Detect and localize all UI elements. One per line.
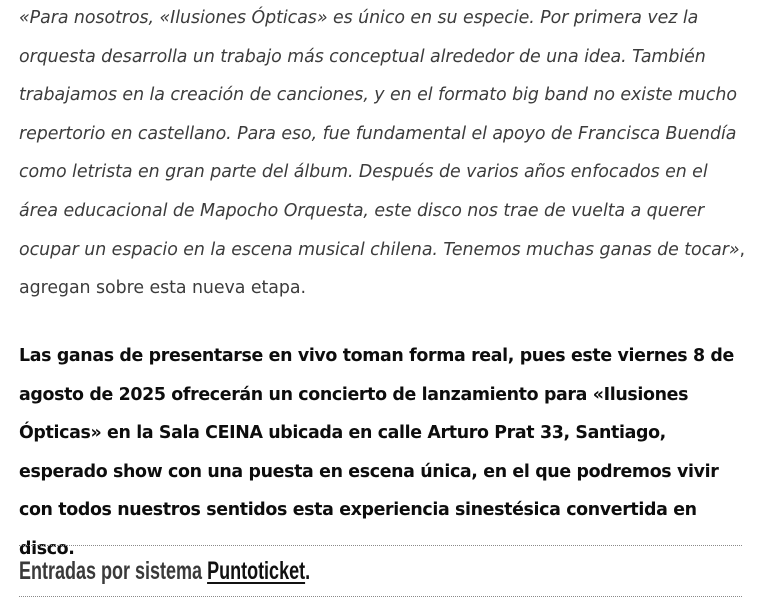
section-divider-bottom (19, 596, 742, 597)
section-divider-top (19, 545, 742, 546)
event-paragraph: Las ganas de presentarse en vivo toman forma real, pues este viernes 8 de agosto de 2025 ofrecerán un concierto de lanzamiento para «Ilusiones Ópticas» en la Sala CEINA ubicada en calle Arturo Prat 33, Santiago, esperado show con una puesta en escena única, en el que podremos vivir con todos nuestros sentidos esta experiencia sinestésica convertida en disco. (19, 346, 734, 559)
puntoticket-link[interactable]: Puntoticket (207, 557, 306, 585)
section-heading-suffix: . (305, 557, 311, 585)
quote-attribution: , agregan sobre esta nueva etapa. (19, 239, 746, 299)
article-body (19, 0, 749, 559)
section-heading (19, 553, 310, 589)
quote-paragraph (19, 0, 749, 308)
quote-text: «Para nosotros, «Ilusiones Ópticas» es único en su especie. Por primera vez la orquesta desarrolla un trabajo más conceptual alrededor de una idea. También trabajamos en la creación de canciones, y en el formato big band no existe mucho repertorio en castellano. Para eso, fue fundamental el apoyo de Francisca Buendía como letrista en gran parte del álbum. Después de varios años enfocados en el área educacional de Mapocho Orquesta, este disco nos trae de vuelta a querer ocupar un espacio en la escena musical chilena. Tenemos muchas ganas de tocar» (19, 8, 740, 260)
section-heading-prefix: Entradas por sistema (19, 557, 208, 585)
